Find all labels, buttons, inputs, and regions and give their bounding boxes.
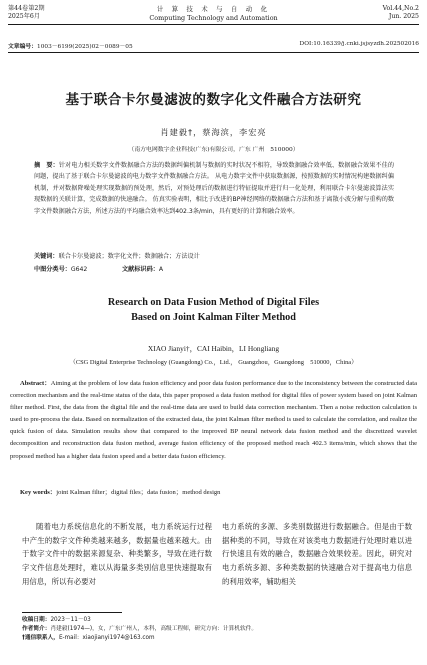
footnote-author bbox=[22, 625, 272, 633]
volume-issue-en: Vol.44,No.2 bbox=[382, 5, 419, 12]
document-code-label: 文献标识码： bbox=[122, 266, 159, 273]
clc-label: 中图分类号： bbox=[34, 266, 71, 273]
clc-code bbox=[34, 264, 87, 273]
volume-header-zh bbox=[8, 5, 88, 21]
authors-zh: 肖建毅†，蔡海滨，李宏亮 bbox=[160, 127, 267, 137]
article-id bbox=[8, 41, 133, 50]
paper-title-en bbox=[0, 295, 427, 325]
footnote-rule bbox=[22, 612, 122, 613]
received-date: 2023－11－03 bbox=[50, 617, 91, 623]
journal-name-en: Computing Technology and Automation bbox=[149, 13, 278, 22]
keywords-zh-text: 联合卡尔曼滤波；数字化文件；数据融合；方法设计 bbox=[58, 253, 200, 260]
paper-title-zh: 基于联合卡尔曼滤波的数字化文件融合方法研究 bbox=[65, 92, 362, 108]
body-column-left: 随着电力系统信息化的不断发展，电力系统运行过程中产生的数字文件种类越来越多，数据量也越来越大。由于数字文件中的数据来源复杂、种类繁多，导致在进行数字文件信息处理时，难以从海量多类别信息里快速提取有用信息，所以有必要对 bbox=[22, 522, 212, 586]
footnote-received bbox=[22, 616, 272, 624]
journal-name-zh: 计 算 技 术 与 自 动 化 bbox=[156, 5, 271, 13]
keywords-en bbox=[20, 487, 417, 496]
author-bio: 肖建毅(1974—)，女，广东广州人，本科，高级工程师，研究方向：计算机软件。 bbox=[50, 626, 258, 632]
corresponding-email[interactable]: E-mail：xiaojianyi1974@163.com bbox=[58, 635, 155, 641]
article-id-label: 文章编号： bbox=[8, 44, 37, 50]
paper-title-en-line1: Research on Data Fusion Method of Digital Files bbox=[107, 297, 320, 308]
abstract-en-label: Abstract： bbox=[20, 380, 51, 387]
issue-date-en: Jun. 2025 bbox=[388, 13, 419, 21]
footnote-corresponding bbox=[22, 634, 272, 642]
volume-header-en bbox=[339, 5, 419, 21]
keywords-zh bbox=[34, 251, 394, 260]
paper-title-en-line2: Based on Joint Kalman Filter Method bbox=[131, 312, 296, 324]
received-label: 收稿日期： bbox=[22, 617, 51, 623]
doi[interactable]: DOI:10.16339/j.cnki.jsjsyzdh.202502016 bbox=[299, 41, 419, 47]
journal-header bbox=[120, 5, 307, 22]
document-code bbox=[122, 264, 163, 273]
keywords-en-text: joint Kalman filter；digital files；data fusion；method design bbox=[56, 489, 221, 496]
abstract-zh bbox=[34, 160, 394, 217]
affiliation-en: （CSG Digital Enterprise Technology (Guangdong) Co.，Ltd.， Guangzhou，Guangdong 510000，China） bbox=[69, 359, 358, 366]
body-column-right: 电力系统的多源、多类别数据进行数据融合。但是由于数据种类的不同，导致在对该类电力数据进行处理时难以进行快速且有效的融合，数据融合效果较差。因此，研究对电力系统多源、多种类数据的快速融合对于提高电力信息的利用效率，辅助相关 bbox=[222, 522, 412, 586]
issue-date-zh: 2025年6月 bbox=[8, 13, 41, 21]
keywords-en-label: Key words： bbox=[20, 489, 57, 496]
corresponding-label: †通信联系人， bbox=[22, 635, 59, 641]
header-rule bbox=[8, 24, 419, 25]
volume-issue-zh: 第44卷第2期 bbox=[8, 5, 45, 12]
affiliation-zh: （南方电网数字企业科技(广东)有限公司，广东 广州 510000） bbox=[128, 147, 299, 153]
clc-value: G642 bbox=[70, 266, 88, 273]
document-code-value: A bbox=[158, 266, 164, 273]
keywords-zh-label: 关键词： bbox=[34, 253, 59, 260]
meta-rule bbox=[8, 52, 419, 53]
abstract-zh-label: 摘 要： bbox=[34, 162, 59, 169]
article-id-value: 1003－6199(2025)02－0089－05 bbox=[37, 44, 133, 50]
abstract-en-text: Aiming at the problem of low data fusion efficiency and poor data fusion performance due to the inconsistency between the constructed data correction mechanism and the real-time status of the data, this paper proposed a data fusion method for digital files of power system based on joint Kalman filter method. First, the data from the digital file and the real-time data are used to build data correction mechanism. Then a noise reduction calculation is used to pre-process the data. Based on normalization of the extracted data, the joint Kalman filter method is used to calculate the correlation, and realize the quick fusion of data. Simulation results show that compared to the improved BP neural network data fusion method and the discretized wavelet decomposition and reconstruction data fusion method, average fusion efficiency of the proposed method reach 402.3 items/min, which shows that the proposed method has a higher data fusion speed and a better data fusion efficiency. bbox=[10, 380, 417, 460]
abstract-en bbox=[10, 378, 417, 463]
abstract-zh-text: 针对电力相关数字文件数据融合方法的数据纠偏机制与数据的实时状况不相符，导致数据融合效率低、数据融合效果不佳的问题，提出了基于联合卡尔曼滤波的电力数字文件数据融合方法。 从电力数字文件中获取数据源，按照数据的实时情况构建数据纠偏机制，并对数据降噪处理实现数据的预处理，然后，对预处理后的数据进行特征提取并进行归一化处理，利用联合卡尔曼滤波算法实现数据的关联计算，完成数据的快速融合。 仿真实验表明，相比于改进的BP神经网络的数据融合方法和基于离散小波分解与重构的数字文件数据融合方法，所述方法的平均融合效率达到402.3条/min，具有更好的计算和融合效率。 bbox=[34, 162, 394, 215]
author-bio-label: 作者简介： bbox=[22, 626, 51, 632]
authors-en: XIAO Jianyi†，CAI Haibin，LI Hongliang bbox=[147, 344, 280, 353]
